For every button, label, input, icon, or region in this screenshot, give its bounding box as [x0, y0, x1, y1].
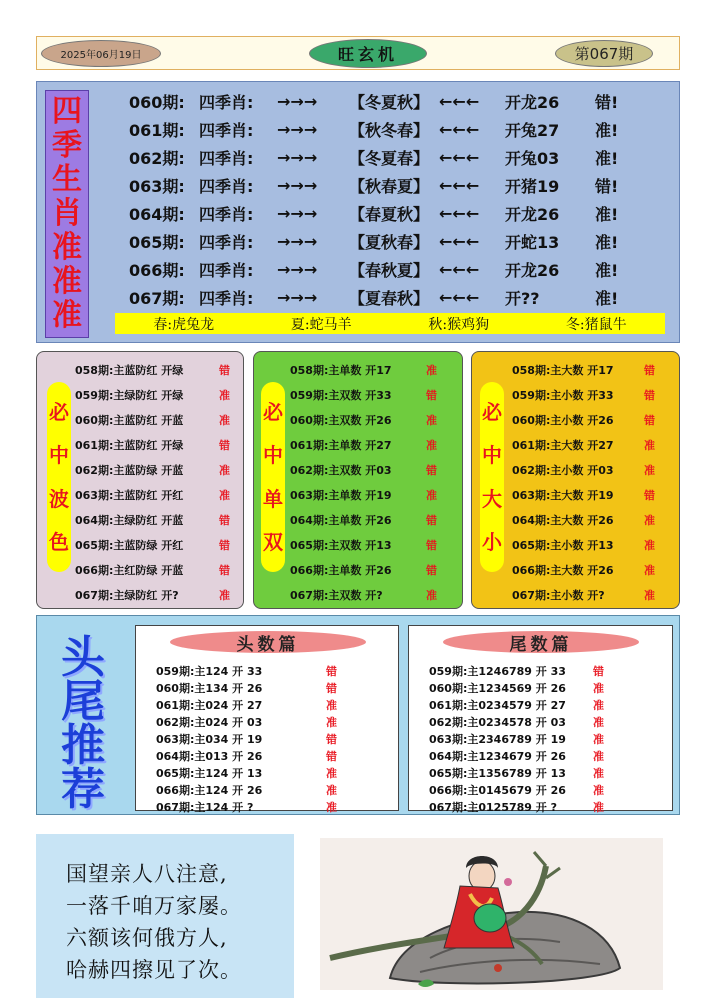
head-number-row — [156, 696, 386, 713]
season-result: 开龙26 — [505, 92, 560, 112]
panel-row-verdict: 错 — [644, 489, 655, 502]
tail-number-row — [429, 798, 659, 815]
season-pick: 【夏春秋】 — [349, 288, 430, 308]
panel-row-text: 062期:主双数 开03 — [290, 464, 392, 477]
panel-row-text: 064期:主大数 开26 — [512, 514, 614, 527]
legend-autumn: 秋:猴鸡狗 — [428, 316, 490, 333]
woman-on-rock-illustration — [320, 838, 663, 990]
panel-row-verdict: 准 — [426, 414, 437, 427]
panel-row-verdict: 错 — [426, 514, 437, 527]
season-pick: 【春夏秋】 — [349, 204, 430, 224]
panel-row — [290, 385, 460, 405]
season-row — [129, 200, 635, 226]
panel-row-verdict: 准 — [644, 439, 655, 452]
tail-row-verdict: 准 — [593, 732, 604, 746]
panel-row-text: 058期:主蓝防红 开绿 — [75, 364, 184, 377]
panel-row-text: 060期:主蓝防红 开蓝 — [75, 414, 184, 427]
season-title-char: 肖 — [52, 196, 82, 231]
season-label: 四季肖: — [199, 204, 254, 224]
panel-row-text: 058期:主单数 开17 — [290, 364, 392, 377]
panel-row-text: 066期:主红防绿 开蓝 — [75, 564, 184, 577]
tail-number-box — [408, 625, 673, 814]
panel-row-verdict: 准 — [426, 364, 437, 377]
season-title-char: 准 — [52, 298, 82, 333]
tail-row-verdict: 准 — [593, 783, 604, 797]
panel-title-char: 中 — [482, 443, 502, 468]
season-label: 四季肖: — [199, 232, 254, 252]
tail-row-text: 062期:主0234578 开 03 — [429, 715, 566, 729]
panel-row — [512, 385, 682, 405]
head-row-verdict: 准 — [326, 715, 337, 729]
season-verdict: 准! — [595, 204, 619, 224]
panel-row — [290, 510, 460, 530]
tail-row-text: 060期:主1234569 开 26 — [429, 681, 566, 695]
tail-row-text: 064期:主1234679 开 26 — [429, 749, 566, 763]
panel-row-verdict: 错 — [426, 539, 437, 552]
panel-row-verdict: 错 — [219, 539, 230, 552]
panel-row-text: 062期:主小数 开03 — [512, 464, 614, 477]
panel-row — [512, 535, 682, 555]
wave-color-panel — [36, 351, 244, 609]
panel-row — [512, 360, 682, 380]
panel-row — [75, 510, 245, 530]
tail-number-row — [429, 730, 659, 747]
big-small-side-title — [480, 382, 504, 572]
head-tail-side-title — [47, 632, 119, 815]
head-number-box — [135, 625, 399, 814]
panel-row — [75, 460, 245, 480]
panel-row-verdict: 错 — [219, 364, 230, 377]
panel-title-char: 必 — [49, 399, 69, 424]
panel-title-char: 单 — [263, 486, 283, 511]
panel-row-text: 065期:主双数 开13 — [290, 539, 392, 552]
head-tail-title-char: 推 — [61, 720, 105, 771]
panel-row — [512, 560, 682, 580]
panel-row-text: 064期:主单数 开26 — [290, 514, 392, 527]
season-label: 四季肖: — [199, 92, 254, 112]
season-pick: 【秋冬春】 — [349, 120, 430, 140]
season-verdict: 错! — [595, 92, 619, 112]
season-label: 四季肖: — [199, 260, 254, 280]
season-row — [129, 144, 635, 170]
tail-number-row — [429, 781, 659, 798]
panel-row-verdict: 准 — [644, 464, 655, 477]
season-row — [129, 256, 635, 282]
tail-row-verdict: 准 — [593, 800, 604, 814]
season-period: 063期: — [129, 176, 185, 196]
panel-row — [75, 485, 245, 505]
panel-row — [75, 435, 245, 455]
season-period: 065期: — [129, 232, 185, 252]
legend-summer: 夏:蛇马羊 — [290, 316, 352, 333]
season-result: 开兔03 — [505, 148, 560, 168]
season-section — [36, 81, 680, 343]
panel-row-text: 060期:主双数 开26 — [290, 414, 392, 427]
panel-row-text: 065期:主小数 开13 — [512, 539, 614, 552]
panel-row-verdict: 错 — [426, 564, 437, 577]
arrow-right: →→→ — [277, 203, 318, 223]
season-period: 064期: — [129, 204, 185, 224]
head-row-text: 064期:主013 开 26 — [156, 749, 263, 763]
poem-line: 哈赫四擦见了次。 — [66, 958, 242, 982]
big-small-panel — [471, 351, 680, 609]
season-result: 开猪19 — [505, 176, 560, 196]
season-result: 开龙26 — [505, 260, 560, 280]
arrow-right: →→→ — [277, 175, 318, 195]
tail-number-row — [429, 696, 659, 713]
head-row-verdict: 错 — [326, 681, 337, 695]
poem-line: 一落千咱万家屡。 — [66, 894, 242, 918]
head-number-row — [156, 747, 386, 764]
panel-row — [290, 435, 460, 455]
arrow-right: →→→ — [277, 91, 318, 111]
tail-row-verdict: 准 — [593, 698, 604, 712]
odd-even-side-title — [261, 382, 285, 572]
season-verdict: 准! — [595, 288, 619, 308]
season-verdict: 准! — [595, 260, 619, 280]
panel-row-verdict: 准 — [219, 489, 230, 502]
head-row-text: 065期:主124 开 13 — [156, 766, 263, 780]
panel-row — [512, 460, 682, 480]
panel-row-text: 066期:主大数 开26 — [512, 564, 614, 577]
tail-row-text: 065期:主1356789 开 13 — [429, 766, 566, 780]
panel-row-text: 058期:主大数 开17 — [512, 364, 614, 377]
panel-row-verdict: 错 — [219, 514, 230, 527]
panel-row — [75, 385, 245, 405]
issue-badge: 第067期 — [555, 40, 653, 67]
head-row-text: 063期:主034 开 19 — [156, 732, 263, 746]
head-row-verdict: 错 — [326, 749, 337, 763]
arrow-right: →→→ — [277, 119, 318, 139]
panel-row — [290, 460, 460, 480]
panel-row — [512, 435, 682, 455]
panel-row-verdict: 准 — [219, 464, 230, 477]
season-verdict: 错! — [595, 176, 619, 196]
arrow-right: →→→ — [277, 259, 318, 279]
head-row-text: 067期:主124 开 ? — [156, 800, 254, 814]
tail-row-text: 061期:主0234579 开 27 — [429, 698, 566, 712]
panel-row-text: 063期:主大数 开19 — [512, 489, 614, 502]
illustration — [320, 838, 663, 990]
arrow-left: ←←← — [439, 91, 480, 111]
season-pick: 【春秋夏】 — [349, 260, 430, 280]
panel-row-verdict: 准 — [644, 589, 655, 602]
panel-row-text: 060期:主小数 开26 — [512, 414, 614, 427]
panel-row-text: 061期:主单数 开27 — [290, 439, 392, 452]
panel-title-char: 双 — [263, 530, 283, 555]
head-number-row — [156, 781, 386, 798]
tail-number-row — [429, 747, 659, 764]
tail-number-row — [429, 679, 659, 696]
panel-row-verdict: 错 — [644, 364, 655, 377]
season-title-char: 四 — [52, 94, 82, 129]
season-pick: 【冬夏秋】 — [349, 92, 430, 112]
head-number-row — [156, 798, 386, 815]
season-pick: 【夏秋春】 — [349, 232, 430, 252]
head-row-verdict: 错 — [326, 664, 337, 678]
panel-row — [290, 560, 460, 580]
panel-row-text: 059期:主双数 开33 — [290, 389, 392, 402]
site-title: 旺玄机 — [309, 39, 427, 68]
panel-row-verdict: 准 — [426, 489, 437, 502]
season-verdict: 准! — [595, 120, 619, 140]
tail-row-text: 066期:主0145679 开 26 — [429, 783, 566, 797]
panel-row-verdict: 准 — [219, 589, 230, 602]
arrow-left: ←←← — [439, 147, 480, 167]
panel-row — [290, 485, 460, 505]
panel-row-text: 059期:主绿防红 开绿 — [75, 389, 184, 402]
arrow-left: ←←← — [439, 231, 480, 251]
season-verdict: 准! — [595, 148, 619, 168]
panel-row-text: 067期:主绿防红 开? — [75, 589, 179, 602]
season-title-char: 准 — [52, 264, 82, 299]
panel-row — [75, 535, 245, 555]
season-title-char: 生 — [52, 162, 82, 197]
panel-row — [512, 410, 682, 430]
panel-row-verdict: 准 — [644, 564, 655, 577]
panel-row-text: 063期:主蓝防红 开红 — [75, 489, 184, 502]
panel-row-text: 061期:主蓝防红 开绿 — [75, 439, 184, 452]
legend-spring: 春:虎兔龙 — [153, 316, 215, 333]
date-badge: 2025年06月19日 — [41, 40, 161, 67]
panel-row — [75, 360, 245, 380]
panel-row-verdict: 错 — [219, 439, 230, 452]
panel-row-verdict: 准 — [644, 539, 655, 552]
panel-row — [290, 585, 460, 605]
season-result: 开蛇13 — [505, 232, 560, 252]
head-row-verdict: 准 — [326, 766, 337, 780]
season-result: 开龙26 — [505, 204, 560, 224]
panel-row — [512, 585, 682, 605]
tail-number-row — [429, 662, 659, 679]
head-row-text: 060期:主134 开 26 — [156, 681, 263, 695]
panel-title-char: 中 — [263, 443, 283, 468]
head-tail-title-char: 尾 — [61, 676, 105, 727]
head-number-row — [156, 713, 386, 730]
season-label: 四季肖: — [199, 176, 254, 196]
arrow-left: ←←← — [439, 119, 480, 139]
season-result: 开?? — [505, 288, 540, 308]
season-pick: 【秋春夏】 — [349, 176, 430, 196]
panel-row-text: 066期:主单数 开26 — [290, 564, 392, 577]
head-tail-title-char: 头 — [61, 632, 105, 683]
panel-title-char: 必 — [263, 399, 283, 424]
tail-row-text: 059期:主1246789 开 33 — [429, 664, 566, 678]
head-row-text: 059期:主124 开 33 — [156, 664, 263, 678]
panel-row-verdict: 错 — [426, 464, 437, 477]
head-number-row — [156, 679, 386, 696]
legend-winter: 冬:猪鼠牛 — [565, 316, 627, 333]
panel-row-text: 067期:主小数 开? — [512, 589, 605, 602]
panel-row-verdict: 错 — [644, 389, 655, 402]
season-period: 061期: — [129, 120, 185, 140]
season-period: 062期: — [129, 148, 185, 168]
panel-row-text: 065期:主蓝防绿 开红 — [75, 539, 184, 552]
tail-row-text: 063期:主2346789 开 19 — [429, 732, 566, 746]
season-row — [129, 228, 635, 254]
season-period: 066期: — [129, 260, 185, 280]
head-row-text: 062期:主024 开 03 — [156, 715, 263, 729]
arrow-right: →→→ — [277, 231, 318, 251]
panel-row-verdict: 准 — [426, 439, 437, 452]
panel-row — [290, 360, 460, 380]
panel-row-verdict: 错 — [644, 414, 655, 427]
panel-row-text: 059期:主小数 开33 — [512, 389, 614, 402]
head-tail-section — [36, 615, 680, 815]
season-label: 四季肖: — [199, 148, 254, 168]
panel-row — [290, 535, 460, 555]
head-row-text: 066期:主124 开 26 — [156, 783, 263, 797]
panel-title-char: 色 — [49, 530, 69, 555]
odd-even-panel — [253, 351, 463, 609]
panel-row — [75, 585, 245, 605]
tail-row-text: 067期:主0125789 开 ? — [429, 800, 557, 814]
head-row-verdict: 准 — [326, 800, 337, 814]
panel-row-verdict: 准 — [219, 389, 230, 402]
season-title-char: 季 — [52, 128, 82, 163]
panel-title-char: 中 — [49, 443, 69, 468]
season-title-char: 准 — [52, 230, 82, 265]
tail-number-title: 尾数篇 — [443, 631, 639, 653]
season-row — [129, 172, 635, 198]
season-pick: 【冬夏春】 — [349, 148, 430, 168]
tail-row-verdict: 准 — [593, 681, 604, 695]
season-row — [129, 88, 635, 114]
season-label: 四季肖: — [199, 288, 254, 308]
panel-row-text: 061期:主大数 开27 — [512, 439, 614, 452]
arrow-left: ←←← — [439, 259, 480, 279]
panel-row-text: 067期:主双数 开? — [290, 589, 383, 602]
season-label: 四季肖: — [199, 120, 254, 140]
panel-title-char: 必 — [482, 399, 502, 424]
season-verdict: 准! — [595, 232, 619, 252]
season-period: 067期: — [129, 288, 185, 308]
panel-row-verdict: 准 — [219, 414, 230, 427]
panel-title-char: 小 — [482, 530, 502, 555]
panel-row-verdict: 准 — [426, 589, 437, 602]
panel-row-verdict: 错 — [426, 389, 437, 402]
panel-row — [512, 485, 682, 505]
panel-row — [290, 410, 460, 430]
panel-row — [75, 410, 245, 430]
season-result: 开兔27 — [505, 120, 560, 140]
header-bar — [36, 36, 680, 70]
tail-row-verdict: 准 — [593, 749, 604, 763]
panel-row — [75, 560, 245, 580]
tail-row-verdict: 准 — [593, 766, 604, 780]
panel-row-text: 064期:主绿防红 开蓝 — [75, 514, 184, 527]
head-row-text: 061期:主024 开 27 — [156, 698, 263, 712]
panel-title-char: 大 — [482, 486, 502, 511]
head-number-row — [156, 730, 386, 747]
wave-color-side-title — [47, 382, 71, 572]
panel-row-verdict: 准 — [644, 514, 655, 527]
arrow-left: ←←← — [439, 175, 480, 195]
head-row-verdict: 准 — [326, 698, 337, 712]
tail-number-row — [429, 764, 659, 781]
panel-row — [512, 510, 682, 530]
season-row — [129, 284, 635, 310]
arrow-left: ←←← — [439, 203, 480, 223]
head-row-verdict: 错 — [326, 732, 337, 746]
head-number-row — [156, 662, 386, 679]
tail-row-verdict: 准 — [593, 715, 604, 729]
head-row-verdict: 准 — [326, 783, 337, 797]
season-legend — [115, 313, 665, 334]
season-period: 060期: — [129, 92, 185, 112]
poem-line: 六额该何俄方人, — [66, 926, 228, 950]
season-row — [129, 116, 635, 142]
panel-row-text: 062期:主蓝防绿 开蓝 — [75, 464, 184, 477]
tail-number-row — [429, 713, 659, 730]
arrow-right: →→→ — [277, 287, 318, 307]
poem-line: 国望亲人八注意, — [66, 862, 228, 886]
tail-row-verdict: 错 — [593, 664, 604, 678]
head-number-row — [156, 764, 386, 781]
arrow-left: ←←← — [439, 287, 480, 307]
panel-row-text: 063期:主单数 开19 — [290, 489, 392, 502]
head-number-title: 头数篇 — [170, 631, 366, 653]
head-tail-title-char: 荐 — [61, 764, 105, 815]
panel-title-char: 波 — [49, 486, 69, 511]
season-side-title — [45, 90, 89, 338]
panel-row-verdict: 错 — [219, 564, 230, 577]
arrow-right: →→→ — [277, 147, 318, 167]
poem-box — [36, 834, 294, 998]
